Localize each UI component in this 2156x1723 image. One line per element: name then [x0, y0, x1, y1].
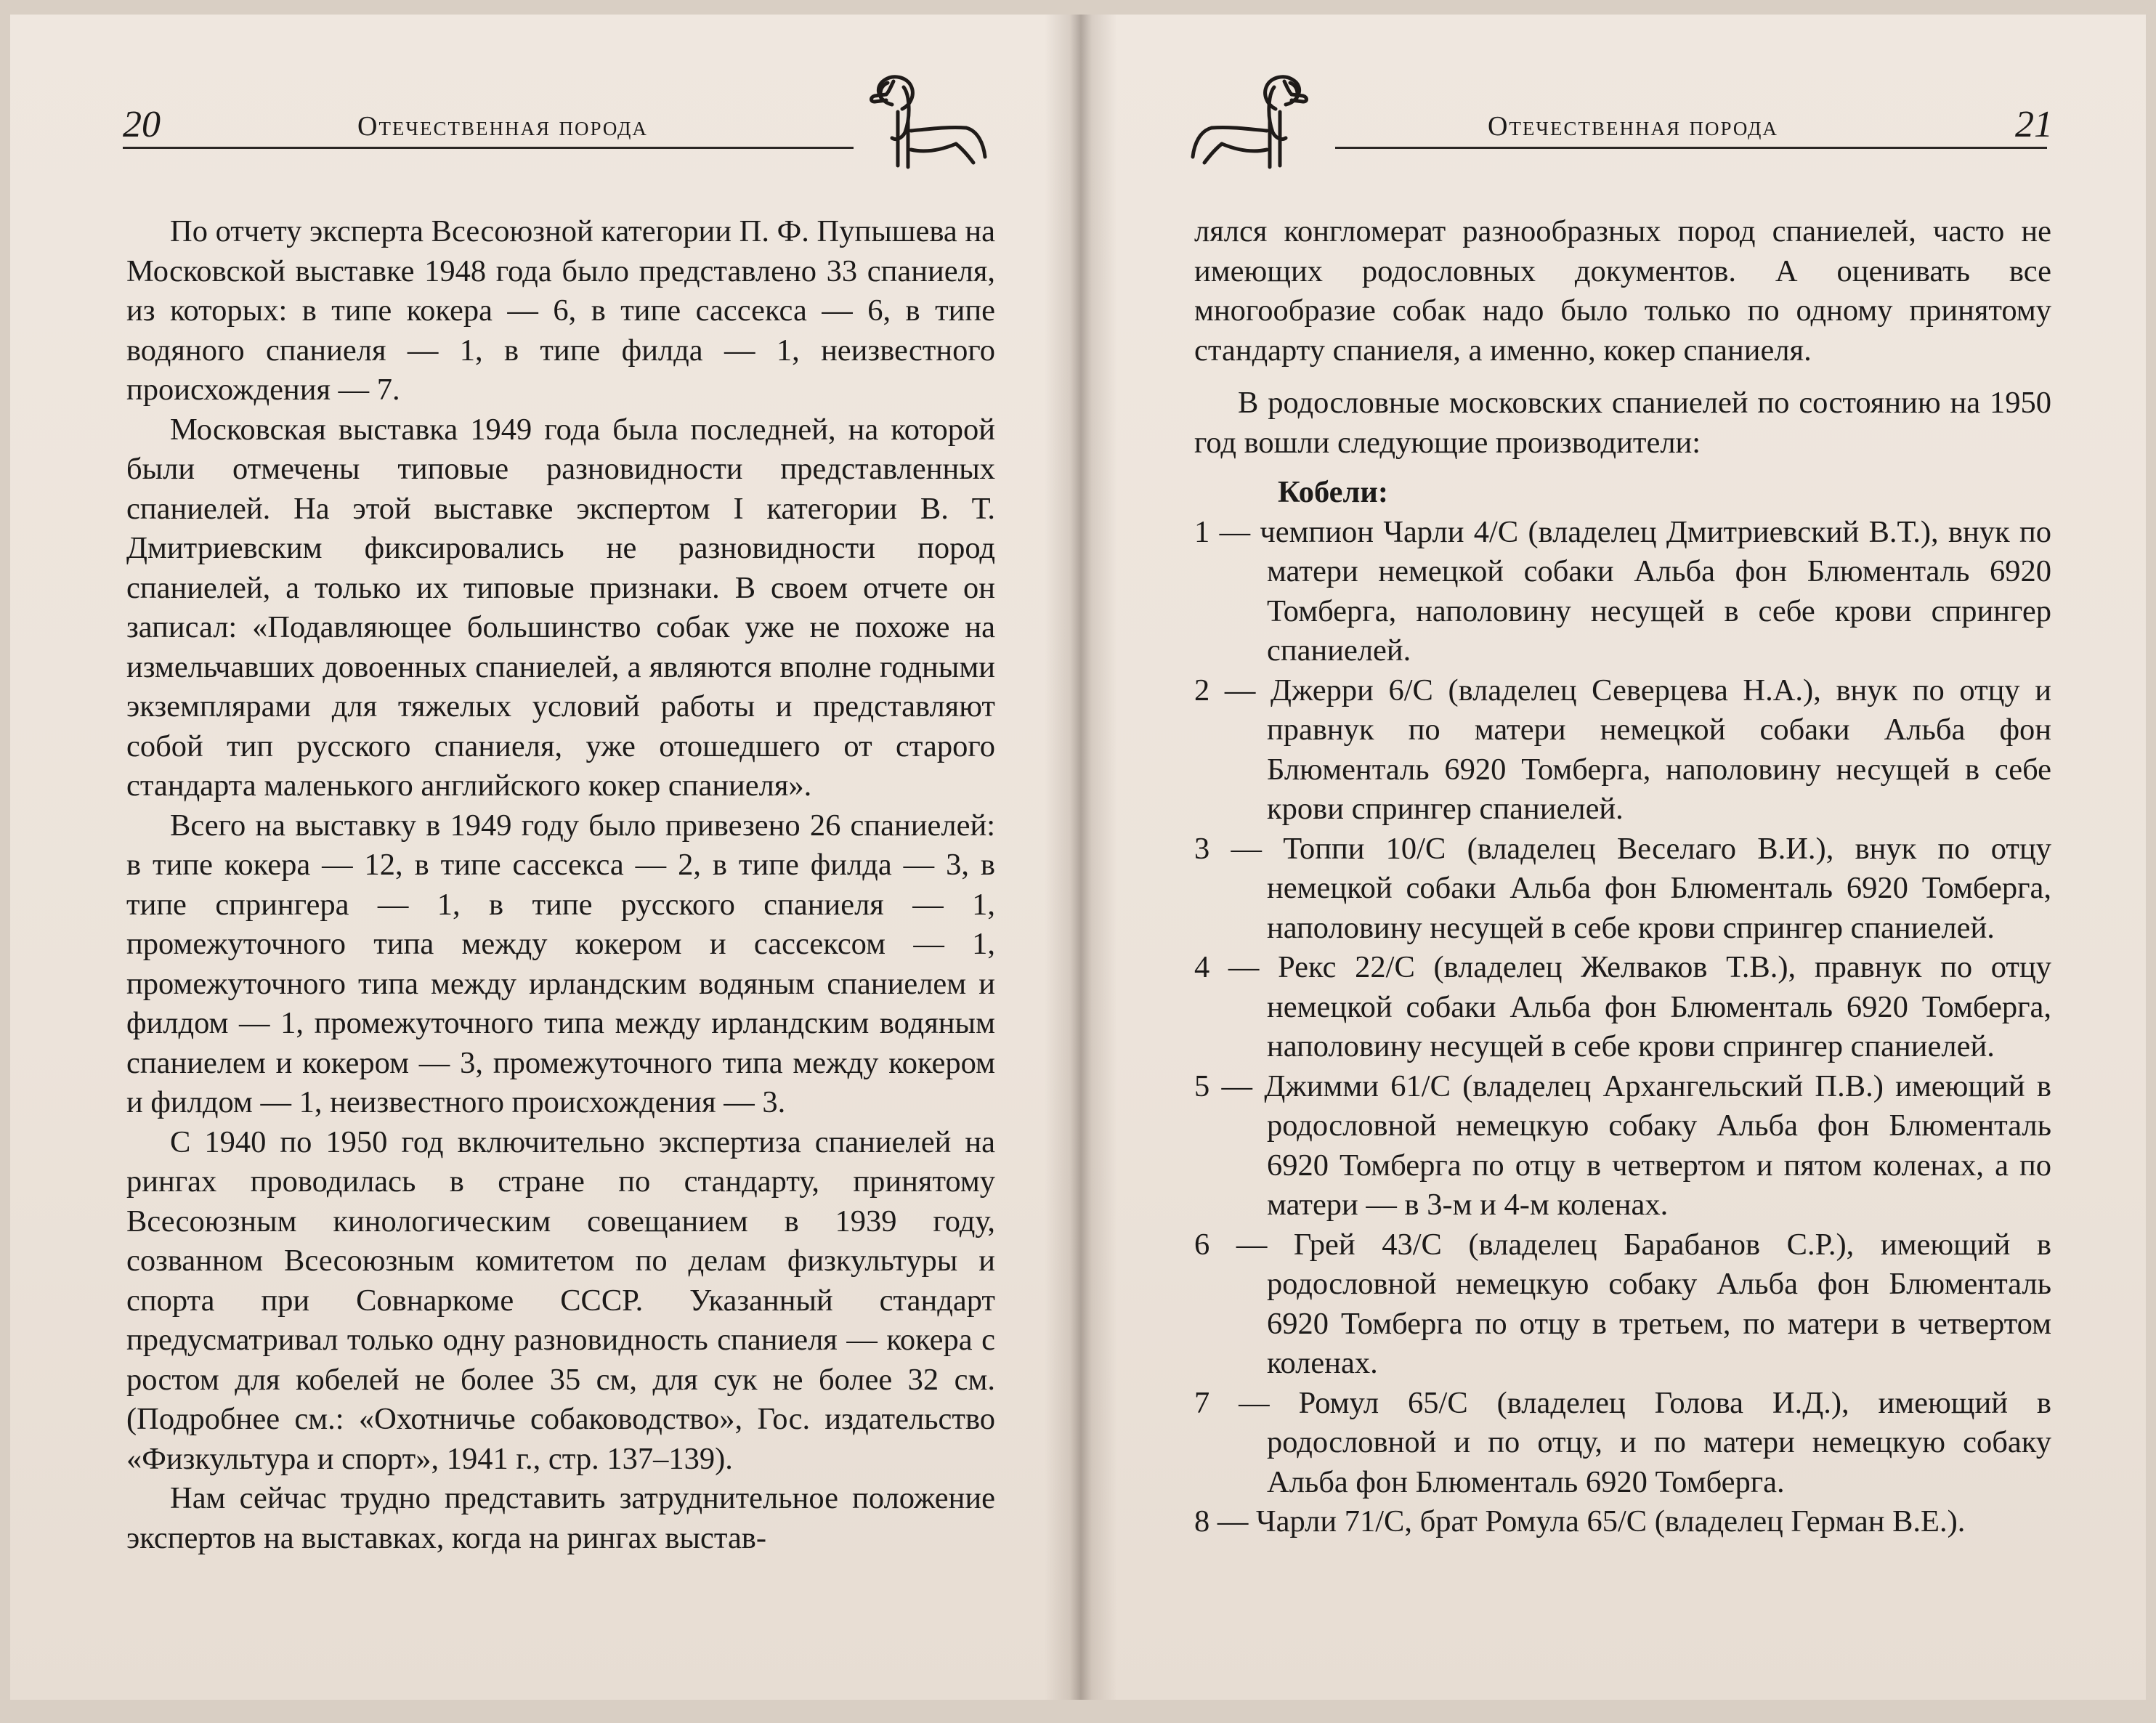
running-head: Отечественная порода	[1488, 111, 1778, 142]
list-item: 1 — чемпион Чарли 4/С (владелец Дмитриевский В.Т.), внук по матери немецкой собаки Альба фон Блюменталь 6920 Томберга, наполовину несущей в себе крови спрингер спаниелей.	[1194, 514, 2051, 668]
spaniel-logo-icon	[860, 65, 991, 174]
paragraph: С 1940 по 1950 год включительно экспертиза спаниелей на рингах проводилась в стране по стандарту, принятому Всесоюзным кинологическим совещанием в 1939 году, созванном Всесоюзным комитетом по делам физкультуры и спорта при Совнаркоме СССР. Указанный стандарт предусматривал только одну разновидность спаниеля — кокера с ростом для кобелей не более 35 см, для сук не более 32 см. (Подробнее см.: «Охотничье собаководство», Гос. издательство «Физкультура и спорт», 1941 г., стр. 137–139).	[126, 1124, 995, 1476]
list-item: 2 — Джерри 6/С (владелец Северцева Н.А.), внук по отцу и правнук по матери немецкой собаки Альба фон Блюменталь 6920 Томберга, наполовину несущей в себе крови спрингер спаниелей.	[1194, 673, 2051, 826]
page-number: 21	[2015, 104, 2053, 145]
header-rule	[1335, 147, 2047, 149]
page-number: 20	[123, 104, 161, 145]
paragraph: лялся конгломерат разнообразных пород спаниелей, часто не имеющих родословных документов. А оценивать все многообразие собак надо было только по одному принятому стандарту спаниеля, а именно, кокер спаниеля.	[1194, 214, 2051, 368]
running-head: Отечественная порода	[357, 111, 648, 142]
list-item: 8 — Чарли 71/С, брат Ромула 65/С (владелец Герман В.Е.).	[1194, 1504, 1966, 1538]
right-page	[1078, 15, 2146, 1700]
book-gutter	[1045, 15, 1117, 1700]
list-item: 3 — Топпи 10/С (владелец Веселаго В.И.), внук по отцу немецкой собаки Альба фон Блюменталь 6920 Томберга, наполовину несущей в себе крови спрингер спаниелей.	[1194, 831, 2051, 945]
paragraph: Нам сейчас трудно представить затруднительное положение экспертов на выставках, когда на рингах выстав-	[126, 1481, 995, 1555]
spaniel-logo-icon	[1187, 65, 1318, 174]
list-title: Кобели:	[1278, 475, 1388, 509]
paragraph: Всего на выставку в 1949 году было привезено 26 спаниелей: в типе кокера — 12, в типе сассекса — 2, в типе филда — 3, в типе спрингера — 1, в типе русского спаниеля — 1, промежуточного типа между кокером и сассексом — 1, промежуточного типа между ирландским водяным спаниелем и филдом — 1, промежуточного типа между ирландским водяным спаниелем и кокером — 3, промежуточного типа между кокером и филдом — 1, неизвестного происхождения — 3.	[126, 808, 995, 1119]
paragraph: По отчету эксперта Всесоюзной категории П. Ф. Пупышева на Московской выставке 1948 года было представлено 33 спаниеля, из которых: в типе кокера — 6, в типе сассекса — 6, в типе водяного спаниеля — 1, в типе филда — 1, неизвестного происхождения — 7.	[126, 214, 995, 407]
left-page-body	[126, 212, 995, 1558]
list-item: 6 — Грей 43/С (владелец Барабанов С.Р.), имеющий в родословной немецкую собаку Альба фон Блюменталь 6920 Томберга по отцу в третьем, по матери в четвертом коленах.	[1194, 1227, 2051, 1380]
paragraph: В родословные московских спаниелей по состоянию на 1950 год вошли следующие производители:	[1194, 386, 2051, 460]
list-item: 7 — Ромул 65/С (владелец Голова И.Д.), имеющий в родословной и по отцу, и по матери немецкую собаку Альба фон Блюменталь 6920 Томберга.	[1194, 1385, 2051, 1499]
list-item: 4 — Рекс 22/С (владелец Желваков Т.В.), правнук по отцу немецкой собаки Альба фон Блюменталь 6920 Томберга, наполовину несущей в себе крови спрингер спаниелей.	[1194, 950, 2051, 1063]
right-page-body	[1194, 212, 2051, 1542]
left-page	[10, 15, 1078, 1700]
paragraph: Московская выставка 1949 года была последней, на которой были отмечены типовые разновидности представленных спаниелей. На этой выставке экспертом I категории В. Т. Дмитриевским фиксировались не разновидности пород спаниелей, а только их типовые признаки. В своем отчете он записал: «Подавляющее большинство собак уже не похоже на измельчавших довоенных спаниелей, а являются вполне годными экземплярами для тяжелых условий работы и представляют собой тип русского спаниеля, уже отошедшего от старого стандарта маленького английского кокер спаниеля».	[126, 412, 995, 803]
list-item: 5 — Джимми 61/С (владелец Архангельский П.В.) имеющий в родословной немецкую собаку Альба фон Блюменталь 6920 Томберга по отцу в четвертом и пятом коленах, а по матери — в 3-м и 4-м коленах.	[1194, 1069, 2051, 1222]
header-rule	[123, 147, 854, 149]
